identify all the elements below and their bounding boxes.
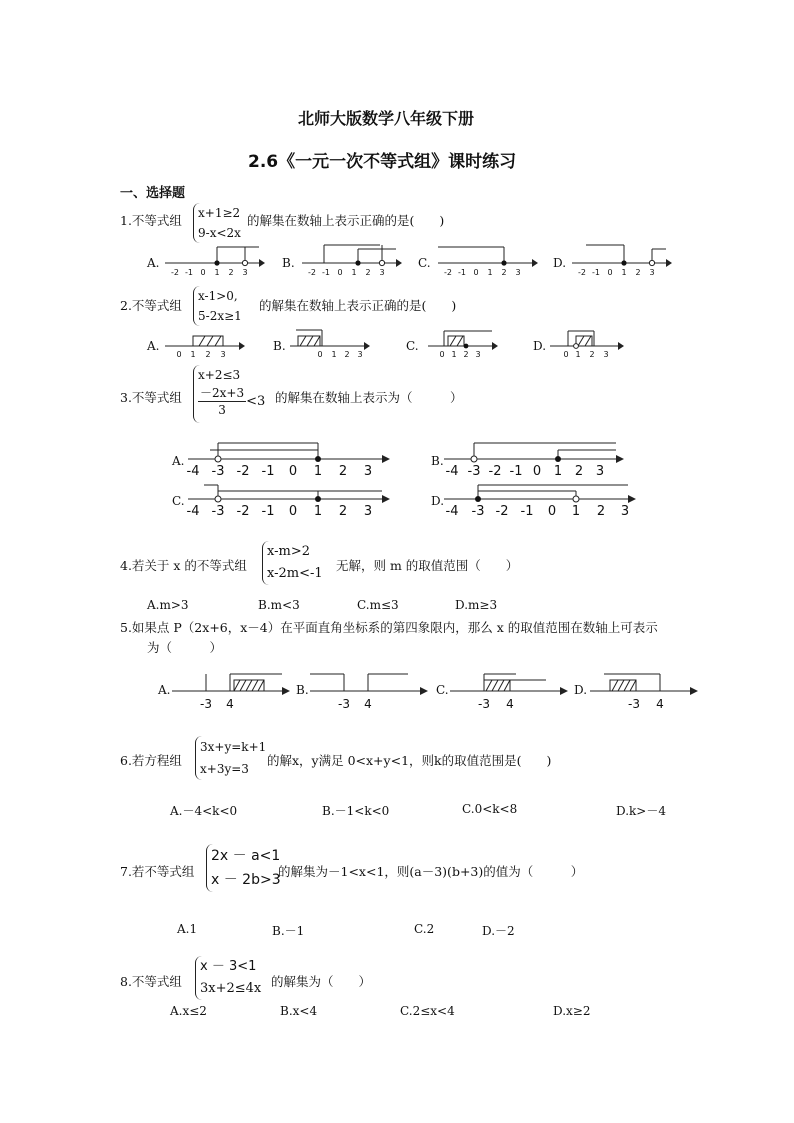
tick-label: 1 [553, 464, 563, 479]
tick-label: 2 [635, 268, 641, 277]
tick-label: -3 [628, 697, 640, 711]
tick-label: 4 [656, 697, 664, 711]
tick-label: -1 [322, 268, 330, 277]
q6-suffix: 的解x，y满足 0<x+y<1，则k的取值范围是( ) [267, 753, 552, 768]
tick-label: 1 [351, 268, 357, 277]
q3-option-c[interactable]: C. [172, 494, 185, 508]
q6-system [195, 736, 266, 780]
q2-number-line-b [290, 326, 370, 358]
tick-label: 3 [242, 268, 248, 277]
q5-line-2: 为（ ） [147, 640, 223, 655]
q2-suffix: 的解集在数轴上表示正确的是( ) [259, 298, 457, 313]
tick-label: -2 [488, 464, 502, 479]
tick-label: 0 [607, 268, 613, 277]
q3-system [193, 365, 265, 423]
q7-system [206, 844, 281, 892]
tick-label: -3 [338, 697, 350, 711]
tick-label: -2 [578, 268, 586, 277]
q7-option-d[interactable]: D.－2 [482, 924, 515, 938]
tick-label: 2 [338, 464, 348, 479]
q3-frac-num: －2x+3 [200, 386, 245, 400]
q1-sys-line-2: 9-x<2x [198, 226, 241, 240]
tick-label: 2 [589, 350, 595, 359]
q6-prefix: 6.若方程组 [120, 753, 182, 768]
q7-sys-line-2: x － 2b>3 [211, 872, 281, 888]
q3-fraction [198, 385, 246, 418]
q5-number-line-a [172, 668, 290, 712]
q3-option-b[interactable]: B. [431, 454, 444, 468]
tick-label: 1 [451, 350, 457, 359]
q7-option-b[interactable]: B.－1 [272, 924, 305, 938]
q1-suffix: 的解集在数轴上表示正确的是( ) [247, 213, 445, 228]
tick-label: 3 [379, 268, 385, 277]
q7-prefix: 7.若不等式组 [120, 864, 195, 879]
q8-option-c[interactable]: C.2≤x<4 [400, 1004, 455, 1018]
tick-label: 3 [357, 350, 363, 359]
q5-number-line-d [590, 668, 698, 712]
q1-option-a[interactable]: A. [147, 256, 160, 270]
tick-label: 3 [363, 504, 373, 519]
q1-sys-line-1: x+1≥2 [198, 206, 241, 220]
tick-label: 0 [288, 464, 298, 479]
tick-label: 3 [603, 350, 609, 359]
q2-system [193, 286, 242, 326]
q3-suffix: 的解集在数轴上表示为（ ） [275, 390, 463, 405]
q8-prefix: 8.不等式组 [120, 974, 182, 989]
q5-option-b[interactable]: B. [296, 683, 309, 697]
q3-number-line-b [440, 440, 624, 478]
q1-number-line-a [165, 240, 265, 276]
q1-option-c[interactable]: C. [418, 256, 431, 270]
tick-label: -1 [592, 268, 600, 277]
tick-label: 1 [621, 268, 627, 277]
tick-label: 2 [365, 268, 371, 277]
q6-sys-line-2: x+3y=3 [200, 762, 249, 776]
q3-frac-rel: <3 [246, 394, 266, 409]
tick-label: 3 [595, 464, 605, 479]
q4-option-b[interactable]: B.m<3 [258, 598, 300, 612]
q4-suffix: 无解，则 m 的取值范围（ ） [336, 558, 519, 573]
q2-option-a[interactable]: A. [147, 339, 160, 353]
tick-label: 2 [205, 350, 211, 359]
tick-label: -1 [261, 504, 275, 519]
q6-sys-line-1: 3x+y=k+1 [200, 740, 267, 754]
q2-prefix: 2.不等式组 [120, 298, 182, 313]
tick-label: 0 [176, 350, 182, 359]
tick-label: 0 [563, 350, 569, 359]
tick-label: 0 [317, 350, 323, 359]
q1-system [193, 203, 241, 243]
q1-prefix: 1.不等式组 [120, 213, 182, 228]
tick-label: -3 [200, 697, 212, 711]
q4-sys-line-1: x-m>2 [267, 544, 310, 559]
tick-label: 2 [338, 504, 348, 519]
q4-option-d[interactable]: D.m≥3 [455, 598, 498, 612]
q3-number-line-a [180, 440, 390, 478]
tick-label: -1 [509, 464, 523, 479]
q1-number-line-b [302, 240, 402, 276]
q3-sys-line-2 [198, 386, 266, 417]
q8-sys-line-1: x － 3<1 [200, 959, 257, 974]
tick-label: -2 [236, 504, 250, 519]
q4-prefix: 4.若关于 x 的不等式组 [120, 558, 247, 573]
tick-label: -1 [458, 268, 466, 277]
tick-label: 1 [313, 464, 323, 479]
q5-number-line-c [450, 668, 568, 712]
tick-label: 3 [649, 268, 655, 277]
tick-label: 1 [214, 268, 220, 277]
tick-label: -4 [445, 464, 459, 479]
q2-number-line-c [428, 326, 498, 358]
q2-option-b[interactable]: B. [273, 339, 286, 353]
q2-number-line-d [550, 326, 624, 358]
tick-label: 3 [475, 350, 481, 359]
section-label: 一、选择题 [120, 186, 186, 201]
q1-option-b[interactable]: B. [282, 256, 295, 270]
tick-label: -3 [478, 697, 490, 711]
q8-suffix: 的解集为（ ） [271, 974, 372, 989]
q8-option-b[interactable]: B.x<4 [280, 1004, 318, 1018]
tick-label: 0 [288, 504, 298, 519]
q4-sys-line-2: x-2m<-1 [267, 566, 323, 581]
tick-label: 1 [331, 350, 337, 359]
tick-label: -2 [171, 268, 179, 277]
tick-label: 0 [532, 464, 542, 479]
tick-label: -3 [471, 504, 485, 519]
q3-number-line-c [180, 480, 390, 518]
q5-number-line-b [310, 668, 428, 712]
tick-label: 3 [363, 464, 373, 479]
tick-label: 3 [220, 350, 226, 359]
q1-number-line-d [572, 240, 672, 276]
tick-label: -1 [261, 464, 275, 479]
page-title: 北师大版数学八年级下册 [298, 109, 475, 128]
tick-label: -1 [520, 504, 534, 519]
q4-option-a[interactable]: A.m>3 [147, 598, 189, 612]
tick-label: 2 [501, 268, 507, 277]
q7-option-c[interactable]: C.2 [414, 922, 435, 936]
q5-option-a[interactable]: A. [158, 683, 171, 697]
tick-label: -2 [495, 504, 509, 519]
q6-option-a[interactable]: A.－4<k<0 [170, 804, 238, 818]
tick-label: 1 [571, 504, 581, 519]
tick-label: 0 [473, 268, 479, 277]
q5-option-c[interactable]: C. [436, 683, 449, 697]
tick-label: 0 [200, 268, 206, 277]
page-subtitle: 2.6《一元一次不等式组》课时练习 [248, 152, 517, 172]
tick-label: 2 [463, 350, 469, 359]
tick-label: 1 [575, 350, 581, 359]
q1-option-d[interactable]: D. [553, 256, 567, 270]
q3-option-a[interactable]: A. [172, 454, 185, 468]
tick-label: 2 [596, 504, 606, 519]
q7-suffix: 的解集为－1<x<1，则(a－3)(b+3)的值为（ ） [278, 864, 584, 879]
tick-label: -3 [211, 504, 225, 519]
q5-option-d[interactable]: D. [574, 683, 588, 697]
q6-option-c[interactable]: C.0<k<8 [462, 802, 518, 816]
q3-option-d[interactable]: D. [431, 494, 445, 508]
tick-label: 4 [226, 697, 234, 711]
tick-label: 0 [547, 504, 557, 519]
q6-option-b[interactable]: B.－1<k<0 [322, 804, 390, 818]
tick-label: -3 [467, 464, 481, 479]
q8-option-a[interactable]: A.x≤2 [170, 1004, 207, 1018]
tick-label: 1 [190, 350, 196, 359]
tick-label: 2 [574, 464, 584, 479]
q2-sys-line-1: x-1>0, [198, 289, 238, 303]
q2-sys-line-2: 5-2x≥1 [198, 309, 242, 323]
tick-label: 4 [506, 697, 514, 711]
q8-option-d[interactable]: D.x≥2 [553, 1004, 591, 1018]
tick-label: 3 [620, 504, 630, 519]
q1-number-line-c [438, 240, 538, 276]
tick-label: -2 [308, 268, 316, 277]
q7-option-a[interactable]: A.1 [177, 922, 198, 936]
tick-label: 4 [364, 697, 372, 711]
q8-system [195, 956, 261, 1000]
q5-line-1: 5.如果点 P（2x+6，x－4）在平面直角坐标系的第四象限内，那么 x 的取值范围在数轴上可表示 [120, 620, 658, 635]
q4-option-c[interactable]: C.m≤3 [357, 598, 399, 612]
tick-label: 1 [313, 504, 323, 519]
tick-label: -1 [185, 268, 193, 277]
q3-sys-line-1: x+2≤3 [198, 368, 241, 382]
q4-system [262, 541, 323, 585]
q3-frac-den: 3 [218, 403, 226, 417]
q3-number-line-d [440, 480, 636, 518]
q2-option-c[interactable]: C. [406, 339, 419, 353]
tick-label: 0 [337, 268, 343, 277]
tick-label: -4 [445, 504, 459, 519]
q2-option-d[interactable]: D. [533, 339, 547, 353]
tick-label: -4 [186, 504, 200, 519]
tick-label: 2 [344, 350, 350, 359]
tick-label: 2 [228, 268, 234, 277]
tick-label: -4 [186, 464, 200, 479]
tick-label: 0 [439, 350, 445, 359]
q3-prefix: 3.不等式组 [120, 390, 182, 405]
q2-number-line-a [165, 326, 245, 358]
tick-label: 3 [515, 268, 521, 277]
tick-label: -3 [211, 464, 225, 479]
tick-label: -2 [236, 464, 250, 479]
tick-label: -2 [444, 268, 452, 277]
tick-label: 1 [487, 268, 493, 277]
q8-sys-line-2: 3x+2≤4x [200, 981, 262, 996]
q6-option-d[interactable]: D.k>－4 [616, 804, 666, 818]
q7-sys-line-1: 2x － a<1 [211, 848, 281, 864]
